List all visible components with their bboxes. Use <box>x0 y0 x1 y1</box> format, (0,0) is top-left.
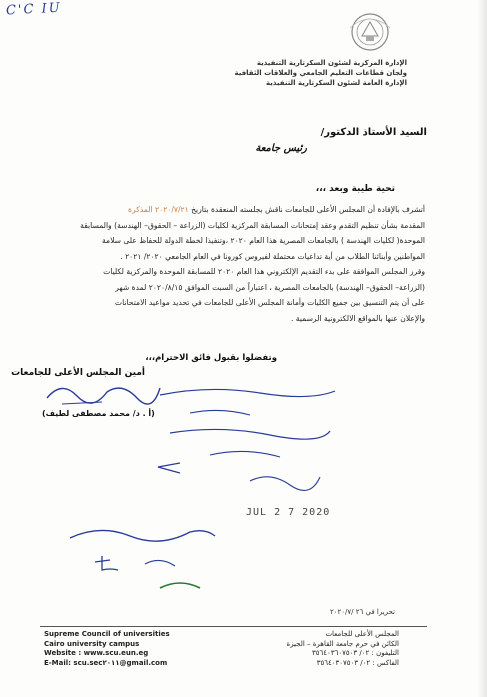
scan-edge <box>477 0 487 697</box>
paragraph-2-line-4: والإعلان عنها بالمواقع الالكترونية الرسمية . <box>290 313 425 323</box>
footer-ar-council: المجلس الأعلى للجامعات <box>325 630 399 638</box>
meeting-date: ٢٠٢٠/٧/٢١ المذكرة <box>128 205 189 214</box>
paragraph-2-line-3: على أن يتم التنسيق بين جميع الكليات وأمانة المجلس الأعلى للجامعات في تحديد مواعيد الامتحانات <box>114 298 425 307</box>
signer-name: (أ . د/ محمد مصطفى لطيف) <box>42 409 155 418</box>
paragraph-1-line-2: المقدمة بشأن تنظيم التقدم وعقد إمتحانات المسابقة المركزية لكليات (الزراعة – الحقوق– الهندسة) والمسابقة <box>80 220 425 230</box>
footer-ar-address: الكائن في حرم جامعة القاهرة – الجيزة <box>286 639 399 648</box>
footer-arabic <box>287 630 399 668</box>
footer-website: Website : www.scu.eun.eg <box>44 649 149 658</box>
council-logo-icon <box>340 10 400 54</box>
footer-en-council: Supreme Council of universities <box>44 630 170 638</box>
handwritten-forwarding-icon <box>40 520 220 600</box>
footer-divider <box>40 626 427 627</box>
letter-body <box>50 202 425 326</box>
closing-line: وتفضلوا بقبول فائق الاحترام،،، <box>145 353 277 363</box>
paragraph-1-line-4: المواطنين وأبنائنا الطلاب من أية تداعيات محتملة لفيروس كورونا في العام الجامعي ٢٠٢٠/ ٢٠٢١ . <box>120 251 425 261</box>
footer-email: E-Mail: scu.sec٢٠١١@gmail.com <box>44 658 168 667</box>
handwritten-reference: C'C IU <box>5 0 63 19</box>
recipient-title: رئيس جامعة <box>255 143 307 154</box>
footer-en-campus: Cairo university campus <box>44 639 140 648</box>
paragraph-1-line-1 <box>50 202 425 218</box>
handwritten-signature-icon <box>42 378 162 408</box>
greeting: تحية طيبة وبعد ،،، <box>315 184 395 194</box>
org-line-2: ولجان قطاعات التعليم الجامعي والعلاقات الثقافية <box>234 69 407 77</box>
received-date-stamp: JUL 2 7 2020 <box>246 507 331 518</box>
org-line-3: الإدارة العامة لشئون السكرتارية التنفيذية <box>266 79 407 87</box>
footer-english <box>44 630 170 668</box>
footer-ar-phone: التليفون : ٠٢/ ٣٥٦٤٠٣٦٠٧٥٠٣ <box>312 649 399 658</box>
paragraph-2-line-2: (الزراعة– الحقوق– الهندسة) بالجامعات المصرية ، اعتباراً من السبت الموافق ٢٠٢٠/٨/١٥ لمدة شهر <box>115 282 425 292</box>
salutation: السيد الأستاذ الدكتور/ <box>320 127 427 138</box>
paragraph-2-line-1: وقرر المجلس الموافقة على بدء التقديم الإلكتروني هذا العام ٢٠٢٠ للمسابقة الموحدة والمركزية لكليات <box>103 267 425 276</box>
paragraph-1-prefix: أتشرف بالإفادة أن المجلس الأعلى للجامعات ناقش بجلسته المنعقدة بتاريخ <box>191 205 425 214</box>
org-line-1: الإدارة المركزية لشئون السكرتارية التنفيذية <box>256 59 407 67</box>
paragraph-1-line-3: الموحدة( لكليات الهندسة ) بالجامعات المصرية هذا العام ٢٠٢٠ ،وتنفيذا لخطة الدولة للحفاظ على سلامة <box>101 236 425 245</box>
issuing-department <box>234 58 407 88</box>
handwritten-annotation-icon <box>150 385 340 510</box>
issue-date: تحريرا في ٢٦ /٢٠٢٠/٧ <box>329 608 395 616</box>
signature-title: أمين المجلس الأعلى للجامعات <box>11 368 145 378</box>
footer-ar-fax: الفاكس : ٠٢/ ٣٥٦٤٠٣٠٧٥٠٣ <box>316 658 399 667</box>
